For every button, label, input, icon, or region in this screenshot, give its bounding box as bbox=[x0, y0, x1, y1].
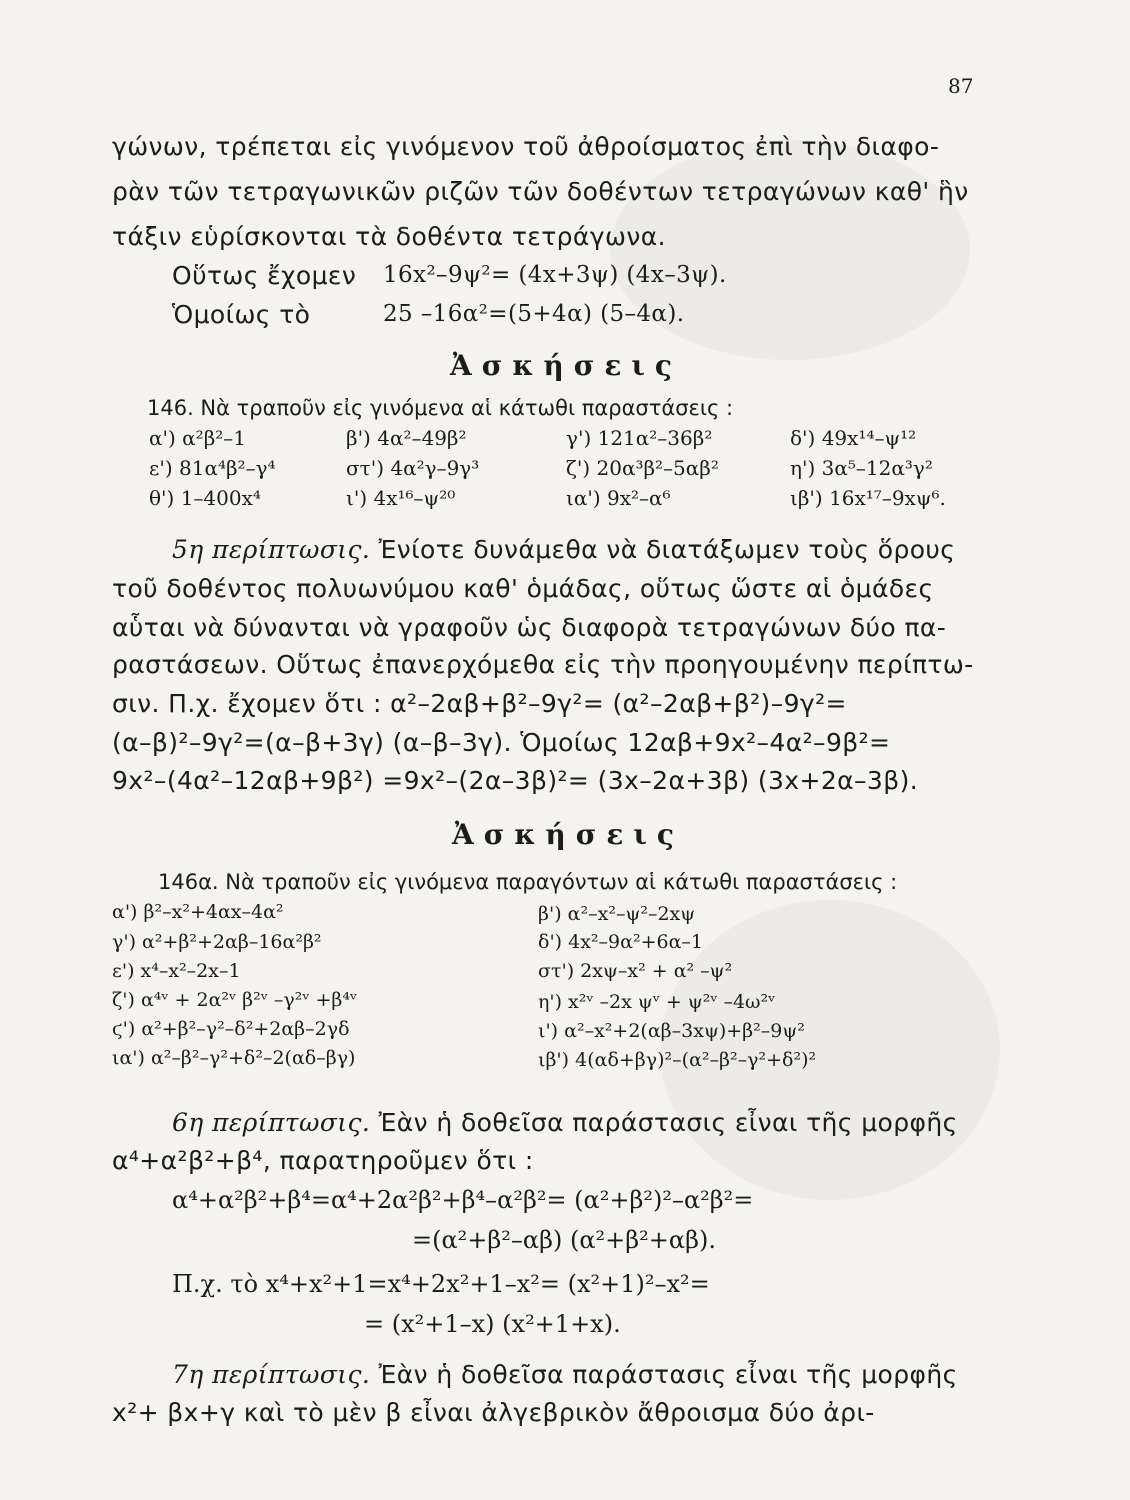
exercise-intro: 146α. Νὰ τραποῦν εἰς γινόμενα παραγόντων αἱ κάτωθι παραστάσεις : bbox=[158, 870, 898, 894]
case6-line1 bbox=[172, 1110, 958, 1135]
exercise-item: στ') 2xψ–x² + α² –ψ² bbox=[538, 960, 733, 982]
exercise-item: θ') 1–400x⁴ bbox=[149, 486, 261, 510]
exercise-item: α') β²–x²+4αx–4α² bbox=[112, 901, 284, 923]
exercise-item: ε') 81α⁴β²–γ⁴ bbox=[149, 456, 276, 480]
exercise-intro: 146. Νὰ τραποῦν εἰς γινόμενα αἱ κάτωθι παραστάσεις : bbox=[147, 396, 734, 420]
exercises-heading: Ἀσκήσεις bbox=[450, 349, 682, 382]
case7-line1 bbox=[172, 1362, 958, 1387]
case5-line: τοῦ δοθέντος πολυωνύμου καθ' ὁμάδας, οὕτως ὥστε αἱ ὁμάδες bbox=[112, 574, 934, 603]
exercise-item: α') α²β²–1 bbox=[149, 426, 246, 450]
exercise-item: γ') 121α²–36β² bbox=[566, 426, 713, 450]
case6-identity: α⁴+α²β²+β⁴=α⁴+2α²β²+β⁴–α²β²= (α²+β²)²–α²β²= bbox=[172, 1186, 754, 1214]
case5-line: αὗται νὰ δύνανται νὰ γραφοῦν ὡς διαφορὰ τετραγώνων δύο πα- bbox=[112, 613, 947, 642]
example-label: Οὕτως ἔχομεν bbox=[172, 261, 357, 290]
example-formula: 25 –16α²=(5+4α) (5–4α). bbox=[383, 301, 685, 327]
exercise-item: ζ') 20α³β²–5αβ² bbox=[566, 456, 719, 480]
exercise-item: η') 3α⁵–12α³γ² bbox=[790, 456, 933, 480]
case6-example: = (x²+1–x) (x²+1+x). bbox=[364, 1310, 621, 1338]
page-number: 87 bbox=[948, 74, 974, 98]
exercise-item: ζ') α⁴ᵛ + 2α²ᵛ β²ᵛ –γ²ᵛ +β⁴ᵛ bbox=[112, 989, 358, 1011]
intro-line: ρὰν τῶν τετραγωνικῶν ριζῶν τῶν δοθέντων τετραγώνων καθ' ἣν bbox=[112, 177, 969, 206]
exercise-item: δ') 49x¹⁴–ψ¹² bbox=[790, 426, 917, 450]
intro-line: τάξιν εὑρίσκονται τὰ δοθέντα τετράγωνα. bbox=[112, 222, 666, 251]
example-formula: 16x²–9ψ²= (4x+3ψ) (4x–3ψ). bbox=[383, 262, 727, 288]
exercise-item: ιβ') 16x¹⁷–9xψ⁶. bbox=[790, 486, 946, 510]
exercise-item: γ') α²+β²+2αβ–16α²β² bbox=[112, 931, 322, 953]
case7-title: 7η περίπτωσις. bbox=[172, 1360, 371, 1389]
case7-text: Ἐὰν ἡ δοθεῖσα παράστασις εἶναι τῆς μορφῆς bbox=[378, 1360, 958, 1389]
exercise-item: ι') 4x¹⁶–ψ²⁰ bbox=[346, 486, 456, 510]
exercise-item: ε') x⁴–x²–2x–1 bbox=[112, 960, 241, 982]
case5-line: ραστάσεων. Οὕτως ἐπανερχόμεθα εἰς τὴν προηγουμένην περίπτω- bbox=[112, 650, 974, 679]
exercise-item: ιβ') 4(αδ+βγ)²–(α²–β²–γ²+δ²)² bbox=[538, 1049, 817, 1071]
exercise-item: ια') α²–β²–γ²+δ²–2(αδ–βγ) bbox=[112, 1047, 356, 1069]
exercise-item: ι') α²–x²+2(αβ–3xψ)+β²–9ψ² bbox=[538, 1020, 805, 1042]
example-label: Ὁμοίως τὸ bbox=[172, 300, 311, 329]
exercise-item: β') α²–x²–ψ²–2xψ bbox=[538, 903, 696, 925]
case5-line: (α–β)²–9γ²=(α–β+3γ) (α–β–3γ). Ὁμοίως 12αβ+9x²–4α²–9β²= bbox=[112, 728, 891, 757]
case6-example: Π.χ. τὸ x⁴+x²+1=x⁴+2x²+1–x²= (x²+1)²–x²= bbox=[172, 1270, 710, 1298]
case6-line: α⁴+α²β²+β⁴, παρατηροῦμεν ὅτι : bbox=[112, 1146, 534, 1175]
case5-text: Ἐνίοτε δυνάμεθα νὰ διατάξωμεν τοὺς ὅρους bbox=[378, 535, 956, 564]
case5-line: 9x²–(4α²–12αβ+9β²) =9x²–(2α–3β)²= (3x–2α+3β) (3x+2α–3β). bbox=[112, 766, 919, 795]
exercises-heading: Ἀσκήσεις bbox=[452, 818, 684, 851]
case6-text: Ἐὰν ἡ δοθεῖσα παράστασις εἶναι τῆς μορφῆς bbox=[378, 1108, 958, 1137]
exercise-item: δ') 4x²–9α²+6α–1 bbox=[538, 931, 703, 953]
exercise-item: β') 4α²–49β² bbox=[346, 426, 467, 450]
intro-line: γώνων, τρέπεται εἰς γινόμενον τοῦ ἀθροίσματος ἐπὶ τὴν διαφο- bbox=[112, 132, 940, 161]
exercise-item: στ') 4α²γ–9γ³ bbox=[346, 456, 480, 480]
case5-line: σιν. Π.χ. ἔχομεν ὅτι : α²–2αβ+β²–9γ²= (α²–2αβ+β²)–9γ²= bbox=[112, 689, 847, 718]
case6-identity: =(α²+β²–αβ) (α²+β²+αβ). bbox=[412, 1226, 716, 1254]
exercise-item: ια') 9x²–α⁶ bbox=[566, 486, 671, 510]
case5-line1 bbox=[172, 537, 955, 562]
exercise-item: η') x²ᵛ –2x ψᵛ + ψ²ᵛ –4ω²ᵛ bbox=[538, 991, 776, 1013]
case7-line: x²+ βx+γ καὶ τὸ μὲν β εἶναι ἀλγεβρικὸν ἄθροισμα δύο ἀρι- bbox=[112, 1398, 875, 1427]
case5-title: 5η περίπτωσις. bbox=[172, 535, 371, 564]
case6-title: 6η περίπτωσις. bbox=[172, 1108, 371, 1137]
exercise-item: ϛ') α²+β²–γ²–δ²+2αβ–2γδ bbox=[112, 1018, 350, 1040]
